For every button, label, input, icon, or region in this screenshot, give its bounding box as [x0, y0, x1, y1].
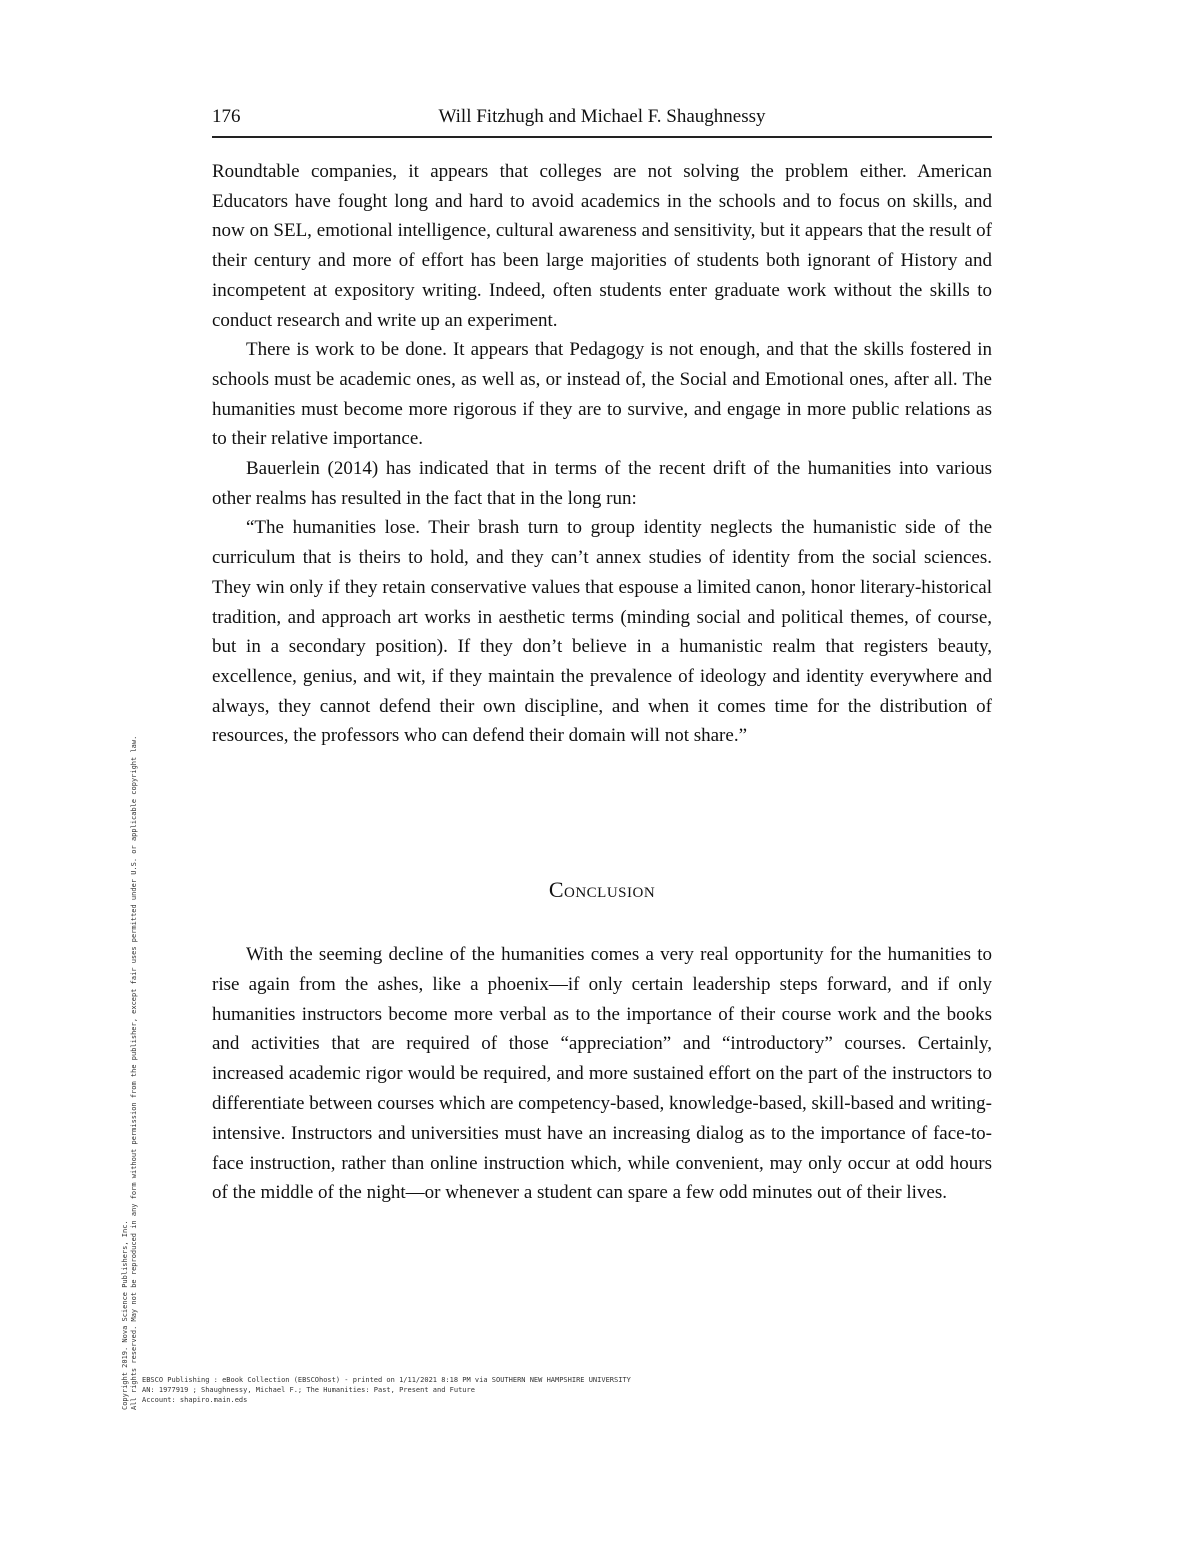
conclusion-text: [212, 940, 992, 1208]
side-copyright-notice: [121, 450, 139, 1410]
block-quotation: “The humanities lose. Their brash turn to group identity neglects the humanistic side of the curriculum that is theirs to hold, and they can’t annex studies of identity from the social sciences. They win only if they retain conservative values that espouse a limited canon, honor literary-historical tradition, and approach art works in aesthetic terms (minding social and political themes, of course, but in a secondary position). If they don’t believe in a humanistic realm that registers beauty, excellence, genius, and wit, if they maintain the prevalence of ideology and identity everywhere and always, they cannot defend their own discipline, and when it comes time for the distribution of resources, the professors who can defend their domain will not share.”: [212, 517, 992, 747]
paragraph-continued: Roundtable companies, it appears that colleges are not solving the problem either. American Educators have fought long and hard to avoid academics in the schools and to focus on skills, and now on SEL, emotional intelligence, cultural awareness and sensitivity, but it appears that the result of their century and more of effort has been large majorities of students both ignorant of History and incompetent at expository writing. Indeed, often students enter graduate work without the skills to conduct research and write up an experiment.: [212, 161, 992, 331]
footer-line-publisher: EBSCO Publishing : eBook Collection (EBSCOhost) - printed on 1/11/2021 8:18 PM via SOUTHERN NEW HAMPSHIRE UNIVERSITY: [142, 1376, 631, 1384]
conclusion-paragraph: With the seeming decline of the humanities comes a very real opportunity for the humanities to rise again from the ashes, like a phoenix—if only certain leadership steps forward, and if only humanities instructors become more verbal as to the importance of their course work and the books and activities that are required of those “appreciation” and “introductory” courses. Certainly, increased academic rigor would be required, and more sustained effort on the part of the instructors to differentiate between courses which are competency-based, knowledge-based, skill-based and writing-intensive. Instructors and universities must have an increasing dialog as to the importance of face-to-face instruction, rather than online instruction which, while convenient, may only occur at odd hours of the middle of the night—or whenever a student can spare a few odd minutes out of their lives.: [212, 944, 992, 1204]
copyright-line: Copyright 2019. Nova Science Publishers, Inc.: [121, 1220, 129, 1410]
footer-metadata: [142, 1375, 1042, 1405]
paragraph-work-to-be-done: There is work to be done. It appears that Pedagogy is not enough, and that the skills fostered in schools must be academic ones, as well as, or instead of, the Social and Emotional ones, after all. The humanities must become more rigorous if they are to survive, and engage in more public relations as to their relative importance.: [212, 339, 992, 450]
footer-line-account: Account: shapiro.main.eds: [142, 1396, 248, 1404]
body-text: [212, 157, 992, 751]
running-title: Will Fitzhugh and Michael F. Shaughnessy: [438, 106, 766, 127]
rights-line: All rights reserved. May not be reproduced in any form without permission from the publisher, except fair uses permitted under U.S. or applicable copyright law.: [130, 735, 138, 1410]
running-header: [212, 104, 992, 138]
page-number: 176: [212, 106, 241, 127]
footer-line-accession: AN: 1977919 ; Shaughnessy, Michael F.; The Humanities: Past, Present and Future: [142, 1386, 475, 1394]
section-heading-conclusion: Conclusion: [548, 877, 656, 902]
paragraph-bauerlein-intro: Bauerlein (2014) has indicated that in terms of the recent drift of the humanities into various other realms has resulted in the fact that in the long run:: [212, 458, 992, 509]
